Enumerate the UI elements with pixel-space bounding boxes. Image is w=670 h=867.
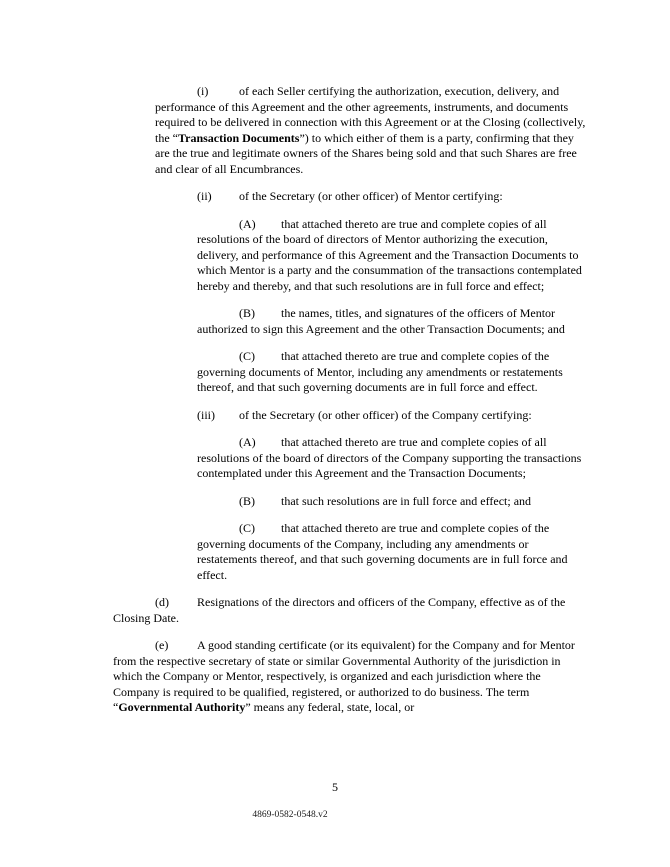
paragraph-label: (iii): [197, 407, 215, 422]
paragraph-text: ” means any federal, state, local, or: [245, 700, 415, 714]
paragraph-label: (ii): [197, 189, 212, 203]
paragraph-label: (d): [155, 595, 169, 609]
paragraph-ii: [155, 189, 589, 205]
defined-term: Governmental Authority: [118, 700, 246, 714]
paragraph-B: [197, 494, 589, 510]
paragraph-B: [197, 306, 589, 337]
paragraph-text: of each Seller certifying the authorization, execution, delivery, and performance of this Agreement and the other agreements, instruments, and documents required to be delivered in connection with this Agreement or at the Closing (collectively, the “: [155, 84, 586, 145]
paragraph-label: (e): [155, 638, 169, 652]
paragraph-text: the names, titles, and signatures of the officers of Mentor authorized to sign this Agreement and the other Transaction Documents; and: [197, 306, 565, 336]
paragraph-label: (B): [239, 493, 255, 508]
paragraph-label: (B): [239, 306, 255, 320]
paragraph-d: [113, 595, 589, 626]
paragraph-C: [197, 349, 589, 396]
paragraph-label: (i): [197, 84, 209, 98]
paragraph-A: [197, 435, 589, 482]
paragraph-label: (C): [239, 521, 255, 535]
document-control-number: 4869-0582-0548.v2: [252, 810, 328, 820]
paragraph-text: ”) to which either of them is a party, confirming that they are the true and legitimate owners of the Shares being sold and that such Shares are free and clear of all Encumbrances.: [155, 130, 577, 176]
paragraph-A: [197, 217, 589, 295]
paragraph-text: that attached thereto are true and complete copies of the governing documents of Mentor, including any amendments or restatements thereof, and that such governing documents are in full force and effect.: [197, 349, 563, 394]
paragraph-label: (A): [239, 216, 256, 231]
paragraph-C: [197, 521, 589, 583]
paragraph-i: [155, 84, 589, 177]
paragraph-text: Resignations of the directors and officers of the Company, effective as of the Closing Date.: [113, 595, 566, 625]
paragraph-text: that attached thereto are true and complete copies of all resolutions of the board of directors of Mentor authorizing the execution, delivery, and performance of this Agreement and the Transaction Documents to which Mentor is a party and the consummation of the transactions contemplated hereby and thereby, and that such resolutions are in full force and effect;: [197, 216, 582, 293]
paragraph-text: that attached thereto are true and complete copies of all resolutions of the board of directors of the Company supporting the transactions contemplated under this Agreement and the Transaction Documents;: [197, 435, 582, 480]
paragraph-iii: [155, 408, 589, 424]
paragraph-text: that such resolutions are in full force and effect; and: [281, 493, 532, 508]
page-number: 5: [332, 780, 338, 794]
paragraph-text: A good standing certificate (or its equivalent) for the Company and for Mentor from the respective secretary of state or similar Governmental Authority of the jurisdiction in which the Company or Mentor, respectively, is organized and each jurisdiction where the Company is required to be qualified, registered, or authorized to do business. The term “: [113, 638, 575, 714]
paragraph-e: [113, 638, 589, 716]
document-body: [113, 84, 589, 728]
paragraph-text: that attached thereto are true and complete copies of the governing documents of the Company, including any amendments or restatements thereof, and that such governing documents are in full force and effect.: [197, 521, 568, 582]
defined-term: Transaction Documents: [178, 130, 300, 145]
paragraph-label: (C): [239, 349, 255, 363]
paragraph-label: (A): [239, 435, 256, 449]
paragraph-text: of the Secretary (or other officer) of Mentor certifying:: [239, 189, 503, 203]
paragraph-text: of the Secretary (or other officer) of the Company certifying:: [239, 407, 532, 422]
